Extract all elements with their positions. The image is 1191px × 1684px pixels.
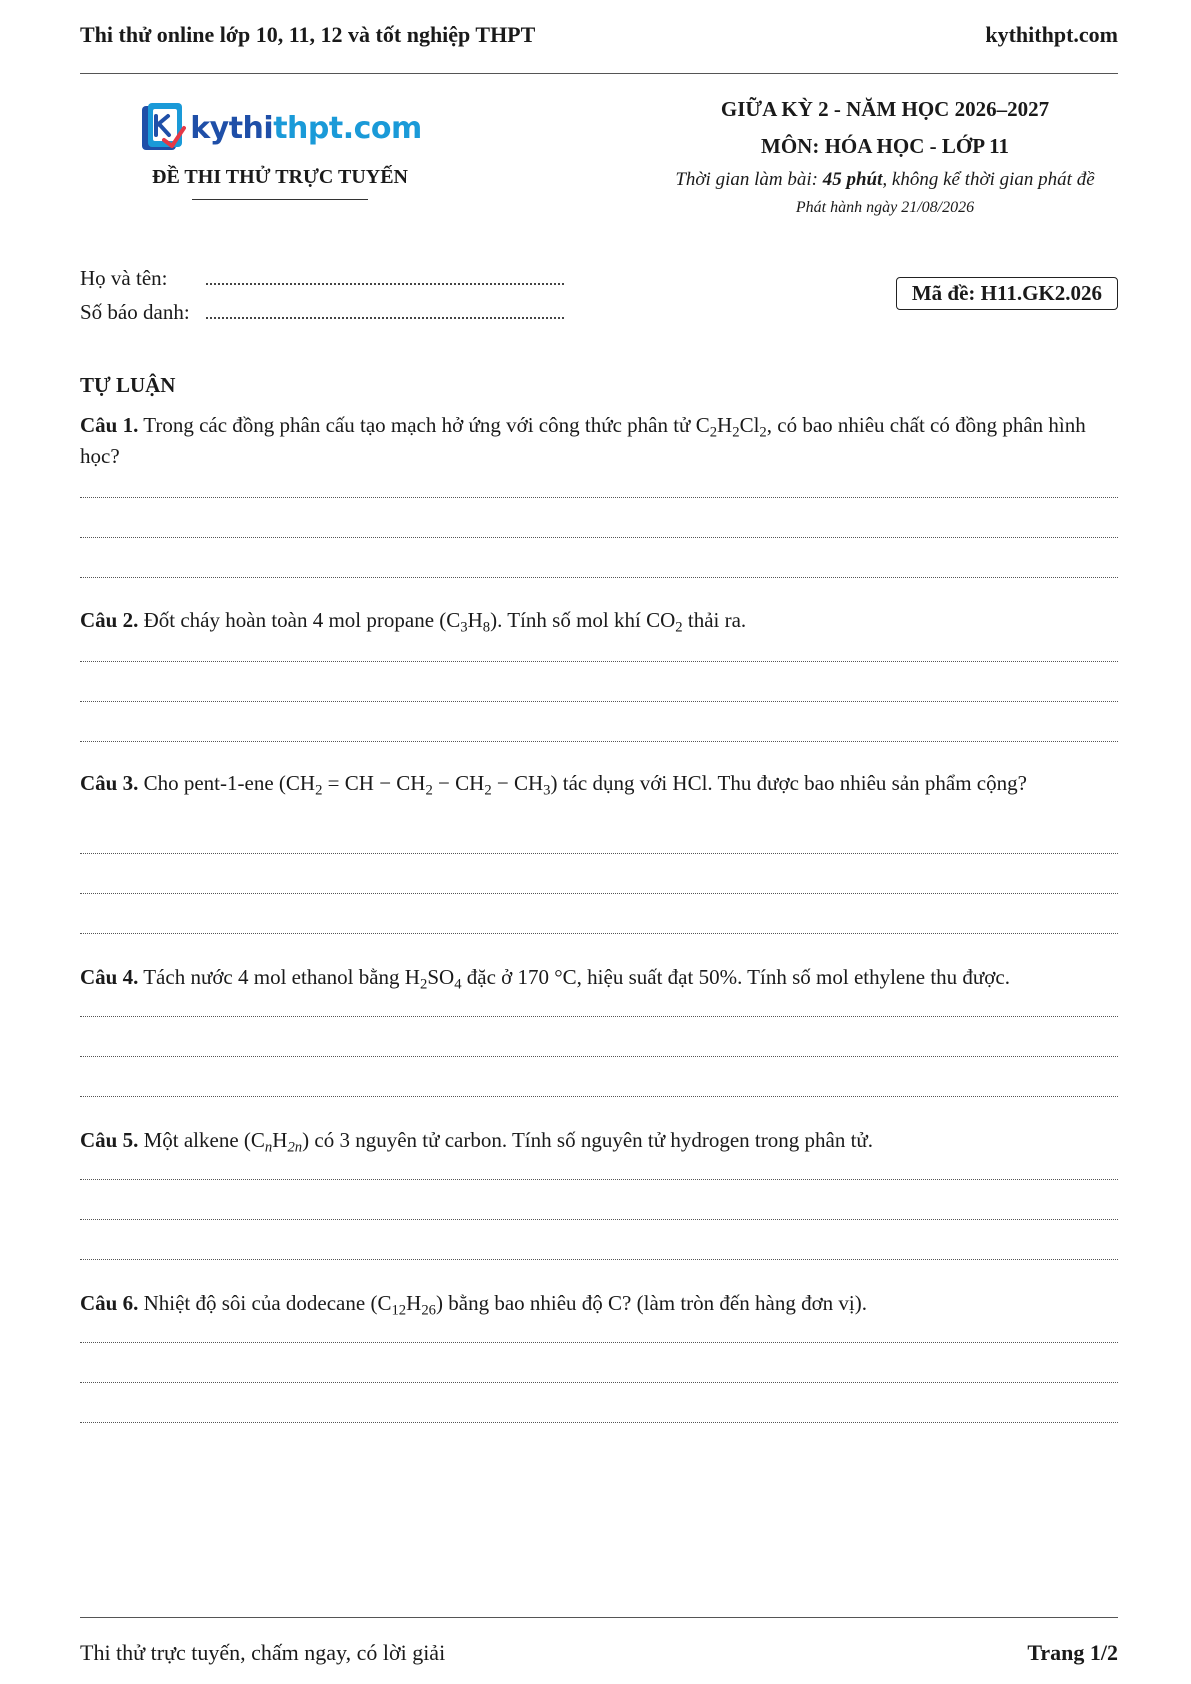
student-info [80, 265, 564, 333]
section-title: TỰ LUẬN [80, 373, 176, 397]
duration-suffix: , không kể thời gian phát đề [882, 169, 1095, 190]
answer-line[interactable] [80, 537, 1118, 538]
kythithpt-logo-icon [138, 102, 186, 154]
question-2: Câu 2. Đốt cháy hoàn toàn 4 mol propane $(C_3H_8)$. Tính số mol khí $CO_2$ thải ra. [80, 608, 747, 636]
exam-duration [560, 169, 1191, 191]
question-label: Câu 1. [80, 413, 139, 437]
answer-line[interactable] [80, 1096, 1118, 1097]
name-row [80, 265, 564, 299]
question-label: Câu 2. [80, 608, 139, 632]
question-label: Câu 3. [80, 771, 139, 795]
answer-line[interactable] [80, 661, 1118, 662]
duration-prefix: Thời gian làm bài: [675, 169, 823, 190]
page-header [80, 22, 1118, 52]
answer-line[interactable] [80, 1259, 1118, 1260]
question-1: Câu 1. Trong các đồng phân cấu tạo mạch hở ứng với công thức phân tử $C_2H_2Cl_2$, có bao nhiêu chất có đồng phân hình học? [80, 413, 1086, 468]
header-site[interactable]: kythithpt.com [985, 22, 1118, 47]
footer-divider [80, 1617, 1118, 1618]
answer-line[interactable] [80, 497, 1118, 498]
exam-heading [560, 96, 1191, 217]
question-6: Câu 6. Nhiệt độ sôi của dodecane $(C_{12}H_{26})$ bằng bao nhiêu độ C? (làm tròn đến hàng đơn vị). [80, 1291, 868, 1319]
answer-line[interactable] [80, 933, 1118, 934]
id-row [80, 299, 564, 333]
question-label: Câu 6. [80, 1291, 139, 1315]
logo-text-secondary: thpt.com [273, 110, 422, 146]
exam-page [80, 0, 1118, 1684]
question-label: Câu 4. [80, 965, 139, 989]
logo-text-primary: kythi [190, 110, 274, 146]
answer-line[interactable] [80, 741, 1118, 742]
answer-line[interactable] [80, 893, 1118, 894]
answer-line[interactable] [80, 1382, 1118, 1383]
name-label: Họ và tên: [80, 266, 168, 290]
answer-line[interactable] [80, 1056, 1118, 1057]
answer-line[interactable] [80, 1179, 1118, 1180]
exam-release-date: Phát hành ngày 21/08/2026 [795, 199, 975, 216]
brand-subtitle: ĐỀ THI THỬ TRỰC TUYẾN [152, 166, 408, 188]
question-4: Câu 4. Tách nước 4 mol ethanol bằng $H_2SO_4$ đặc ở 170 °C, hiệu suất đạt 50%. Tính số mol ethylene thu được. [80, 965, 1010, 993]
duration-value: 45 phút [822, 169, 883, 190]
exam-term: GIỮA KỲ 2 - NĂM HỌC 2026–2027 [720, 97, 1050, 121]
answer-line[interactable] [80, 1219, 1118, 1220]
logo [80, 100, 480, 156]
answer-line[interactable] [80, 577, 1118, 578]
exam-subject: MÔN: HÓA HỌC - LỚP 11 [761, 134, 1009, 158]
brand-underline [192, 199, 368, 200]
question-5: Câu 5. Một alkene $(C_nH_{2n})$ có 3 nguyên tử carbon. Tính số nguyên tử hydrogen trong phân tử. [80, 1128, 874, 1156]
answer-line[interactable] [80, 701, 1118, 702]
brand-block [80, 100, 480, 200]
answer-line[interactable] [80, 1342, 1118, 1343]
footer-tagline: Thi thử trực tuyến, chấm ngay, có lời giải [80, 1640, 446, 1665]
exam-code-badge: Mã đề: H11.GK2.026 [896, 277, 1118, 310]
page-number: Trang 1/2 [1027, 1640, 1118, 1665]
id-label: Số báo danh: [80, 300, 190, 324]
answer-line[interactable] [80, 1422, 1118, 1423]
answer-line[interactable] [80, 853, 1118, 854]
question-label: Câu 5. [80, 1128, 139, 1152]
name-field[interactable] [206, 265, 564, 285]
header-tagline: Thi thử online lớp 10, 11, 12 và tốt nghiệp THPT [80, 22, 536, 47]
question-3: Câu 3. Cho pent-1-ene ($CH_2$ = CH − $CH_2 - CH_2 - CH_3$) tác dụng với HCl. Thu được bao nhiêu sản phẩm cộng? [80, 771, 1027, 799]
header-divider [80, 73, 1118, 74]
id-field[interactable] [206, 299, 564, 319]
answer-line[interactable] [80, 1016, 1118, 1017]
logo-wordmark [190, 111, 422, 146]
